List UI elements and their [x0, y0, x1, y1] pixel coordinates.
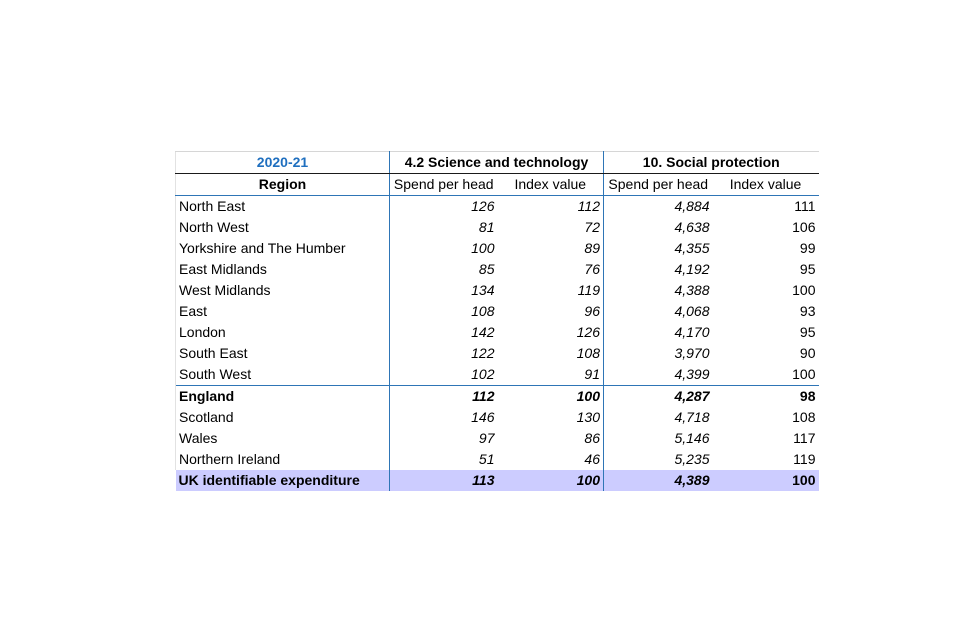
sp-index-cell: 93: [799, 303, 816, 319]
table-row: [176, 238, 819, 259]
group-header-science-technology: 4.2 Science and technology: [390, 152, 604, 174]
year-label: 2020-21: [176, 152, 390, 174]
sp-spend-cell: 5,146: [674, 430, 710, 446]
table-row: [176, 428, 819, 449]
st-spend-cell: 142: [471, 324, 495, 340]
region-name: South East: [176, 343, 390, 364]
sp-spend-cell: 4,287: [604, 386, 713, 408]
sp-index-cell: 100: [792, 366, 816, 382]
table-row: [176, 196, 819, 218]
sp-spend-cell: 5,235: [674, 451, 710, 467]
st-index-cell: 100: [498, 470, 604, 491]
sp-spend-cell: 4,388: [674, 282, 710, 298]
sp-spend-cell: 4,068: [674, 303, 710, 319]
table-row: [176, 343, 819, 364]
st-index-cell: 108: [498, 343, 604, 364]
st-index-cell: 126: [498, 322, 604, 343]
sp-index-cell: 111: [794, 198, 816, 214]
sp-spend-cell: 4,355: [674, 240, 710, 256]
region-name: Northern Ireland: [176, 449, 390, 470]
table-row: [176, 217, 819, 238]
st-spend-cell: 108: [471, 303, 495, 319]
region-name: London: [176, 322, 390, 343]
table-row: [176, 407, 819, 428]
st-index-cell: 96: [498, 301, 604, 322]
st-spend-cell: 81: [478, 219, 495, 235]
st-index-cell: 89: [498, 238, 604, 259]
table-row-england-total: [176, 386, 819, 408]
region-name: North West: [176, 217, 390, 238]
sp-index-cell: 98: [713, 386, 819, 408]
group-header-row: [176, 152, 819, 174]
expenditure-table: [175, 151, 819, 491]
st-index-cell: 46: [498, 449, 604, 470]
region-name: East: [176, 301, 390, 322]
st-spend-cell: 126: [471, 198, 495, 214]
sp-index-cell: 100: [713, 470, 819, 491]
sp-spend-cell: 4,718: [674, 409, 710, 425]
st-spend-cell: 85: [478, 261, 495, 277]
st-spend-cell: 112: [390, 386, 498, 408]
sp-index-cell: 119: [793, 451, 816, 467]
st-index-cell: 72: [498, 217, 604, 238]
column-header-st-spend: Spend per head: [390, 174, 498, 196]
column-header-row: [176, 174, 819, 196]
st-index-cell: 112: [498, 196, 604, 218]
st-index-cell: 76: [498, 259, 604, 280]
table-row: [176, 364, 819, 386]
st-spend-cell: 113: [390, 470, 498, 491]
group-header-social-protection: 10. Social protection: [604, 152, 819, 174]
column-header-region: Region: [176, 174, 390, 196]
st-index-cell: 91: [498, 364, 604, 386]
sp-spend-cell: 4,192: [674, 261, 710, 277]
sp-spend-cell: 4,399: [674, 366, 710, 382]
sp-index-cell: 95: [799, 324, 816, 340]
sp-index-cell: 90: [799, 345, 816, 361]
region-name: Scotland: [176, 407, 390, 428]
st-index-cell: 100: [498, 386, 604, 408]
st-index-cell: 86: [498, 428, 604, 449]
expenditure-table-container: [175, 151, 818, 491]
sp-index-cell: 117: [793, 430, 816, 446]
st-index-cell: 119: [498, 280, 604, 301]
table-row-uk-total: [176, 470, 819, 491]
sp-spend-cell: 4,389: [604, 470, 713, 491]
region-name: West Midlands: [176, 280, 390, 301]
sp-spend-cell: 4,638: [674, 219, 710, 235]
sp-index-cell: 99: [799, 240, 816, 256]
region-name: North East: [176, 196, 390, 218]
st-spend-cell: 122: [471, 345, 495, 361]
st-spend-cell: 51: [478, 451, 495, 467]
st-spend-cell: 146: [471, 409, 495, 425]
sp-index-cell: 95: [799, 261, 816, 277]
region-name: South West: [176, 364, 390, 386]
sp-spend-cell: 4,884: [674, 198, 710, 214]
sp-index-cell: 108: [792, 409, 816, 425]
region-name: Wales: [176, 428, 390, 449]
st-spend-cell: 134: [471, 282, 495, 298]
table-row: [176, 322, 819, 343]
sp-spend-cell: 4,170: [674, 324, 710, 340]
table-row: [176, 259, 819, 280]
region-name: UK identifiable expenditure: [176, 470, 390, 491]
region-name: Yorkshire and The Humber: [176, 238, 390, 259]
table-row: [176, 301, 819, 322]
st-spend-cell: 100: [471, 240, 495, 256]
column-header-st-index: Index value: [498, 174, 604, 196]
st-index-cell: 130: [498, 407, 604, 428]
st-spend-cell: 97: [478, 430, 495, 446]
table-row: [176, 449, 819, 470]
column-header-sp-spend: Spend per head: [604, 174, 713, 196]
sp-index-cell: 100: [792, 282, 816, 298]
sp-spend-cell: 3,970: [674, 345, 710, 361]
sp-index-cell: 106: [792, 219, 816, 235]
column-header-sp-index: Index value: [713, 174, 819, 196]
st-spend-cell: 102: [471, 366, 495, 382]
table-row: [176, 280, 819, 301]
region-name: East Midlands: [176, 259, 390, 280]
region-name: England: [176, 386, 390, 408]
